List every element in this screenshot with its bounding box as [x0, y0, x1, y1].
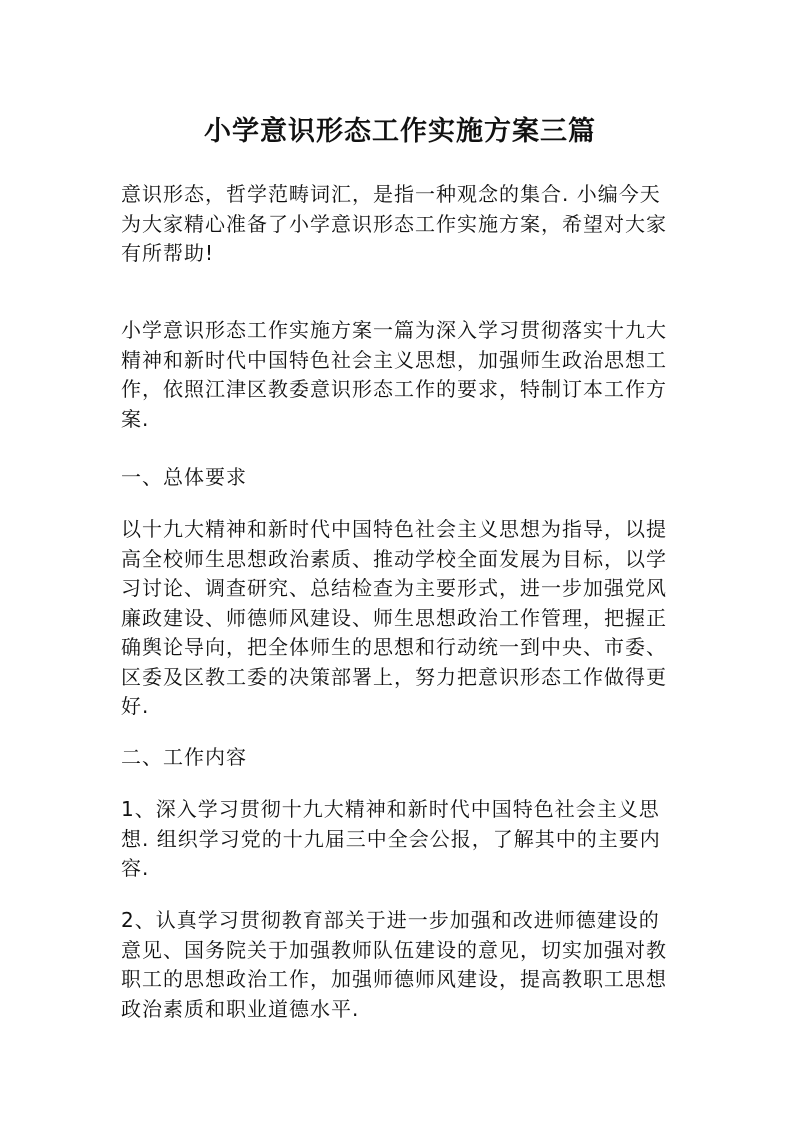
plan-intro-paragraph: 小学意识形态工作实施方案一篇为深入学习贯彻落实十九大精神和新时代中国特色社会主义思想，加强师生政治思想工作，依照江津区教委意识形态工作的要求，特制订本工作方案.: [121, 318, 667, 431]
work-item-2: 2、认真学习贯彻教育部关于进一步加强和改进师德建设的意见、国务院关于加强教师队伍建设的意见，切实加强对教职工的思想政治工作，加强师德师风建设，提高教职工思想政治素质和职业道德水平.: [121, 908, 667, 1021]
section-heading-work-content: 二、工作内容: [121, 745, 247, 769]
document-title: 小学意识形态工作实施方案三篇: [204, 116, 596, 147]
intro-paragraph: 意识形态，哲学范畴词汇，是指一种观念的集合. 小编今天为大家精心准备了小学意识形态工作实施方案，希望对大家有所帮助!: [121, 182, 667, 265]
section-heading-general-requirements: 一、总体要求: [121, 465, 247, 489]
general-requirements-paragraph: 以十九大精神和新时代中国特色社会主义思想为指导，以提高全校师生思想政治素质、推动学校全面发展为目标，以学习讨论、调查研究、总结检查为主要形式，进一步加强党风廉政建设、师德师风建设、师生思想政治工作管理，把握正确舆论导向，把全体师生的思想和行动统一到中央、市委、区委及区教工委的决策部署上，努力把意识形态工作做得更好.: [121, 517, 667, 718]
work-item-1: 1、深入学习贯彻十九大精神和新时代中国特色社会主义思想. 组织学习党的十九届三中全会公报，了解其中的主要内容.: [121, 797, 661, 880]
